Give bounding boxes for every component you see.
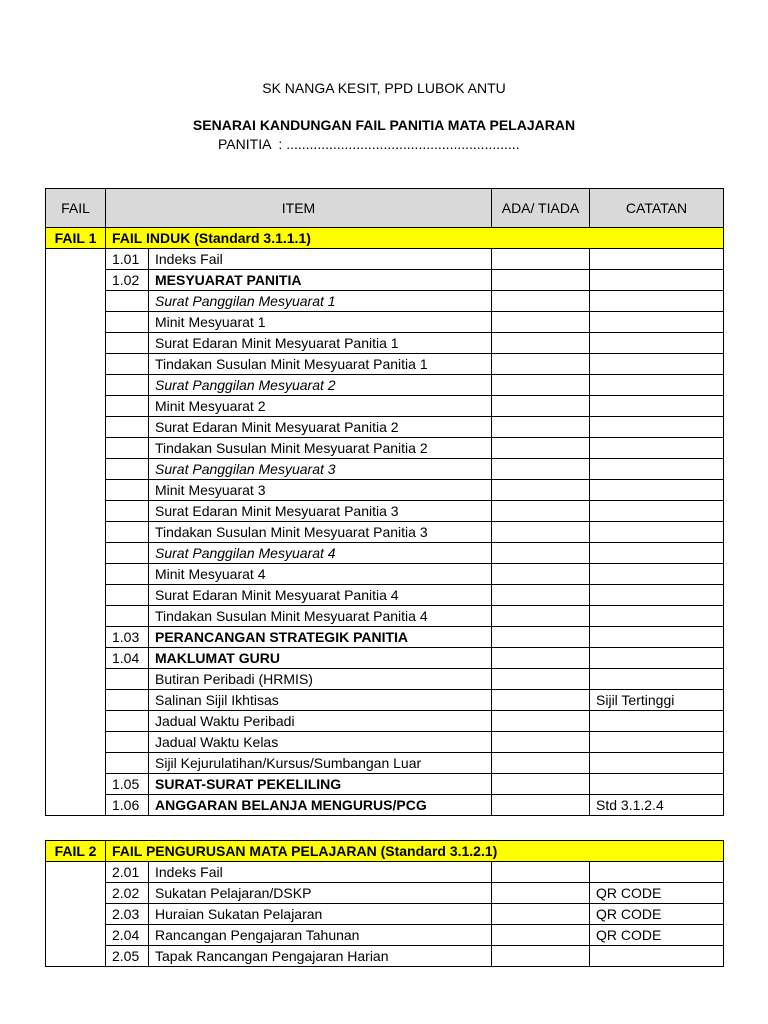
catatan-cell (590, 732, 724, 753)
item-number (106, 417, 149, 438)
table-row (46, 946, 724, 967)
fail-1-code: FAIL 1 (46, 228, 106, 249)
item-number (106, 732, 149, 753)
table-row (46, 312, 724, 333)
item-name: Surat Edaran Minit Mesyuarat Panitia 3 (149, 501, 492, 522)
item-name: Tapak Rancangan Pengajaran Harian (149, 946, 492, 967)
item-number (106, 396, 149, 417)
ada-tiada-cell (492, 354, 590, 375)
item-number (106, 354, 149, 375)
table-row (46, 417, 724, 438)
catatan-cell (590, 627, 724, 648)
item-number (106, 480, 149, 501)
item-name: Minit Mesyuarat 3 (149, 480, 492, 501)
fail-1-table (45, 188, 724, 816)
fail-cell (46, 862, 106, 967)
ada-tiada-cell (492, 774, 590, 795)
table-row (46, 669, 724, 690)
table-row (46, 925, 724, 946)
catatan-cell: QR CODE (590, 925, 724, 946)
ada-tiada-cell (492, 669, 590, 690)
catatan-cell (590, 648, 724, 669)
ada-tiada-cell (492, 883, 590, 904)
table-row (46, 291, 724, 312)
item-name: Surat Panggilan Mesyuarat 2 (149, 375, 492, 396)
item-name: Surat Panggilan Mesyuarat 4 (149, 543, 492, 564)
item-number (106, 585, 149, 606)
item-name: Surat Panggilan Mesyuarat 3 (149, 459, 492, 480)
item-name: Huraian Sukatan Pelajaran (149, 904, 492, 925)
catatan-cell (590, 312, 724, 333)
ada-tiada-cell (492, 249, 590, 270)
table-row (46, 480, 724, 501)
table-row (46, 543, 724, 564)
catatan-cell (590, 249, 724, 270)
item-name: MESYUARAT PANITIA (149, 270, 492, 291)
item-number (106, 669, 149, 690)
catatan-cell (590, 585, 724, 606)
ada-tiada-cell (492, 522, 590, 543)
item-number (106, 711, 149, 732)
catatan-cell (590, 606, 724, 627)
item-name: Surat Edaran Minit Mesyuarat Panitia 4 (149, 585, 492, 606)
ada-tiada-cell (492, 375, 590, 396)
catatan-cell (590, 438, 724, 459)
ada-tiada-cell (492, 312, 590, 333)
fail-1-title-row (46, 228, 724, 249)
catatan-cell (590, 543, 724, 564)
table-row (46, 270, 724, 291)
ada-tiada-cell (492, 606, 590, 627)
ada-tiada-cell (492, 438, 590, 459)
item-name: Surat Edaran Minit Mesyuarat Panitia 2 (149, 417, 492, 438)
ada-tiada-cell (492, 753, 590, 774)
item-name: ANGGARAN BELANJA MENGURUS/PCG (149, 795, 492, 816)
catatan-cell (590, 669, 724, 690)
item-name: Jadual Waktu Kelas (149, 732, 492, 753)
item-number (106, 333, 149, 354)
catatan-cell (590, 480, 724, 501)
item-name: Minit Mesyuarat 4 (149, 564, 492, 585)
ada-tiada-cell (492, 501, 590, 522)
ada-tiada-cell (492, 543, 590, 564)
ada-tiada-cell (492, 585, 590, 606)
table-row (46, 501, 724, 522)
col-ada-tiada-header: ADA/ TIADA (492, 189, 590, 228)
item-number (106, 690, 149, 711)
item-name: Tindakan Susulan Minit Mesyuarat Panitia 4 (149, 606, 492, 627)
table-row (46, 690, 724, 711)
panitia-label: PANITIA : (218, 136, 283, 152)
table-row (46, 522, 724, 543)
table-row (46, 795, 724, 816)
item-name: Jadual Waktu Peribadi (149, 711, 492, 732)
item-name: Tindakan Susulan Minit Mesyuarat Panitia 2 (149, 438, 492, 459)
catatan-cell: QR CODE (590, 904, 724, 925)
table-row (46, 883, 724, 904)
item-number (106, 753, 149, 774)
school-name: SK NANGA KESIT, PPD LUBOK ANTU (262, 80, 506, 96)
catatan-cell: Sijil Tertinggi (590, 690, 724, 711)
item-number: 2.02 (106, 883, 149, 904)
item-number (106, 375, 149, 396)
table-row (46, 606, 724, 627)
table-header-row (46, 189, 724, 228)
col-item-header: ITEM (106, 189, 492, 228)
ada-tiada-cell (492, 480, 590, 501)
catatan-cell (590, 501, 724, 522)
table-row (46, 459, 724, 480)
item-name: SURAT-SURAT PEKELILING (149, 774, 492, 795)
table-row (46, 904, 724, 925)
catatan-cell (590, 862, 724, 883)
ada-tiada-cell (492, 270, 590, 291)
item-number: 2.03 (106, 904, 149, 925)
item-name: Tindakan Susulan Minit Mesyuarat Panitia 3 (149, 522, 492, 543)
fail-1-body (46, 228, 724, 816)
item-number (106, 459, 149, 480)
item-number (106, 501, 149, 522)
catatan-cell (590, 375, 724, 396)
item-name: Tindakan Susulan Minit Mesyuarat Panitia 1 (149, 354, 492, 375)
item-name: Sijil Kejurulatihan/Kursus/Sumbangan Luar (149, 753, 492, 774)
catatan-cell (590, 396, 724, 417)
ada-tiada-cell (492, 690, 590, 711)
ada-tiada-cell (492, 862, 590, 883)
table-row (46, 249, 724, 270)
ada-tiada-cell (492, 396, 590, 417)
table-row (46, 648, 724, 669)
ada-tiada-cell (492, 925, 590, 946)
table-row (46, 396, 724, 417)
item-number (106, 291, 149, 312)
item-number (106, 606, 149, 627)
fail-2-table (45, 840, 724, 967)
ada-tiada-cell (492, 417, 590, 438)
item-name: Indeks Fail (149, 862, 492, 883)
table-row (46, 711, 724, 732)
catatan-cell (590, 291, 724, 312)
catatan-cell (590, 459, 724, 480)
ada-tiada-cell (492, 627, 590, 648)
ada-tiada-cell (492, 459, 590, 480)
ada-tiada-cell (492, 946, 590, 967)
item-number: 1.02 (106, 270, 149, 291)
item-number: 2.05 (106, 946, 149, 967)
fail-cell (46, 249, 106, 816)
catatan-cell (590, 774, 724, 795)
table-row (46, 564, 724, 585)
fail-2-title-row (46, 841, 724, 862)
table-row (46, 354, 724, 375)
item-name: Salinan Sijil Ikhtisas (149, 690, 492, 711)
col-catatan-header: CATATAN (590, 189, 724, 228)
ada-tiada-cell (492, 732, 590, 753)
item-number: 1.04 (106, 648, 149, 669)
item-name: Sukatan Pelajaran/DSKP (149, 883, 492, 904)
col-fail-header: FAIL (46, 189, 106, 228)
fail-2-code: FAIL 2 (46, 841, 106, 862)
catatan-cell: Std 3.1.2.4 (590, 795, 724, 816)
ada-tiada-cell (492, 795, 590, 816)
ada-tiada-cell (492, 904, 590, 925)
catatan-cell (590, 270, 724, 291)
catatan-cell (590, 753, 724, 774)
catatan-cell: QR CODE (590, 883, 724, 904)
catatan-cell (590, 417, 724, 438)
document-title: SENARAI KANDUNGAN FAIL PANITIA MATA PELAJARAN (192, 117, 576, 133)
table-row (46, 753, 724, 774)
item-name: PERANCANGAN STRATEGIK PANITIA (149, 627, 492, 648)
panitia-line (218, 136, 520, 152)
item-number (106, 522, 149, 543)
table-row (46, 375, 724, 396)
item-name: Butiran Peribadi (HRMIS) (149, 669, 492, 690)
item-number: 1.05 (106, 774, 149, 795)
ada-tiada-cell (492, 291, 590, 312)
ada-tiada-cell (492, 711, 590, 732)
item-number (106, 438, 149, 459)
item-name: Surat Edaran Minit Mesyuarat Panitia 1 (149, 333, 492, 354)
item-number (106, 543, 149, 564)
fail-2-body (46, 841, 724, 967)
item-number: 1.01 (106, 249, 149, 270)
table-row (46, 585, 724, 606)
item-name: Surat Panggilan Mesyuarat 1 (149, 291, 492, 312)
panitia-blank: ............................................................ (282, 136, 520, 152)
catatan-cell (590, 564, 724, 585)
ada-tiada-cell (492, 564, 590, 585)
ada-tiada-cell (492, 333, 590, 354)
item-number (106, 564, 149, 585)
item-number: 1.06 (106, 795, 149, 816)
item-number: 1.03 (106, 627, 149, 648)
catatan-cell (590, 711, 724, 732)
item-number: 2.01 (106, 862, 149, 883)
item-number (106, 312, 149, 333)
fail-2-title: FAIL PENGURUSAN MATA PELAJARAN (Standard 3.1.2.1) (106, 841, 724, 862)
item-number: 2.04 (106, 925, 149, 946)
catatan-cell (590, 946, 724, 967)
catatan-cell (590, 522, 724, 543)
table-row (46, 862, 724, 883)
ada-tiada-cell (492, 648, 590, 669)
table-row (46, 774, 724, 795)
fail-1-title: FAIL INDUK (Standard 3.1.1.1) (106, 228, 724, 249)
item-name: Rancangan Pengajaran Tahunan (149, 925, 492, 946)
catatan-cell (590, 354, 724, 375)
table-row (46, 732, 724, 753)
item-name: Indeks Fail (149, 249, 492, 270)
table-row (46, 438, 724, 459)
catatan-cell (590, 333, 724, 354)
item-name: Minit Mesyuarat 2 (149, 396, 492, 417)
item-name: MAKLUMAT GURU (149, 648, 492, 669)
table-row (46, 627, 724, 648)
table-row (46, 333, 724, 354)
item-name: Minit Mesyuarat 1 (149, 312, 492, 333)
